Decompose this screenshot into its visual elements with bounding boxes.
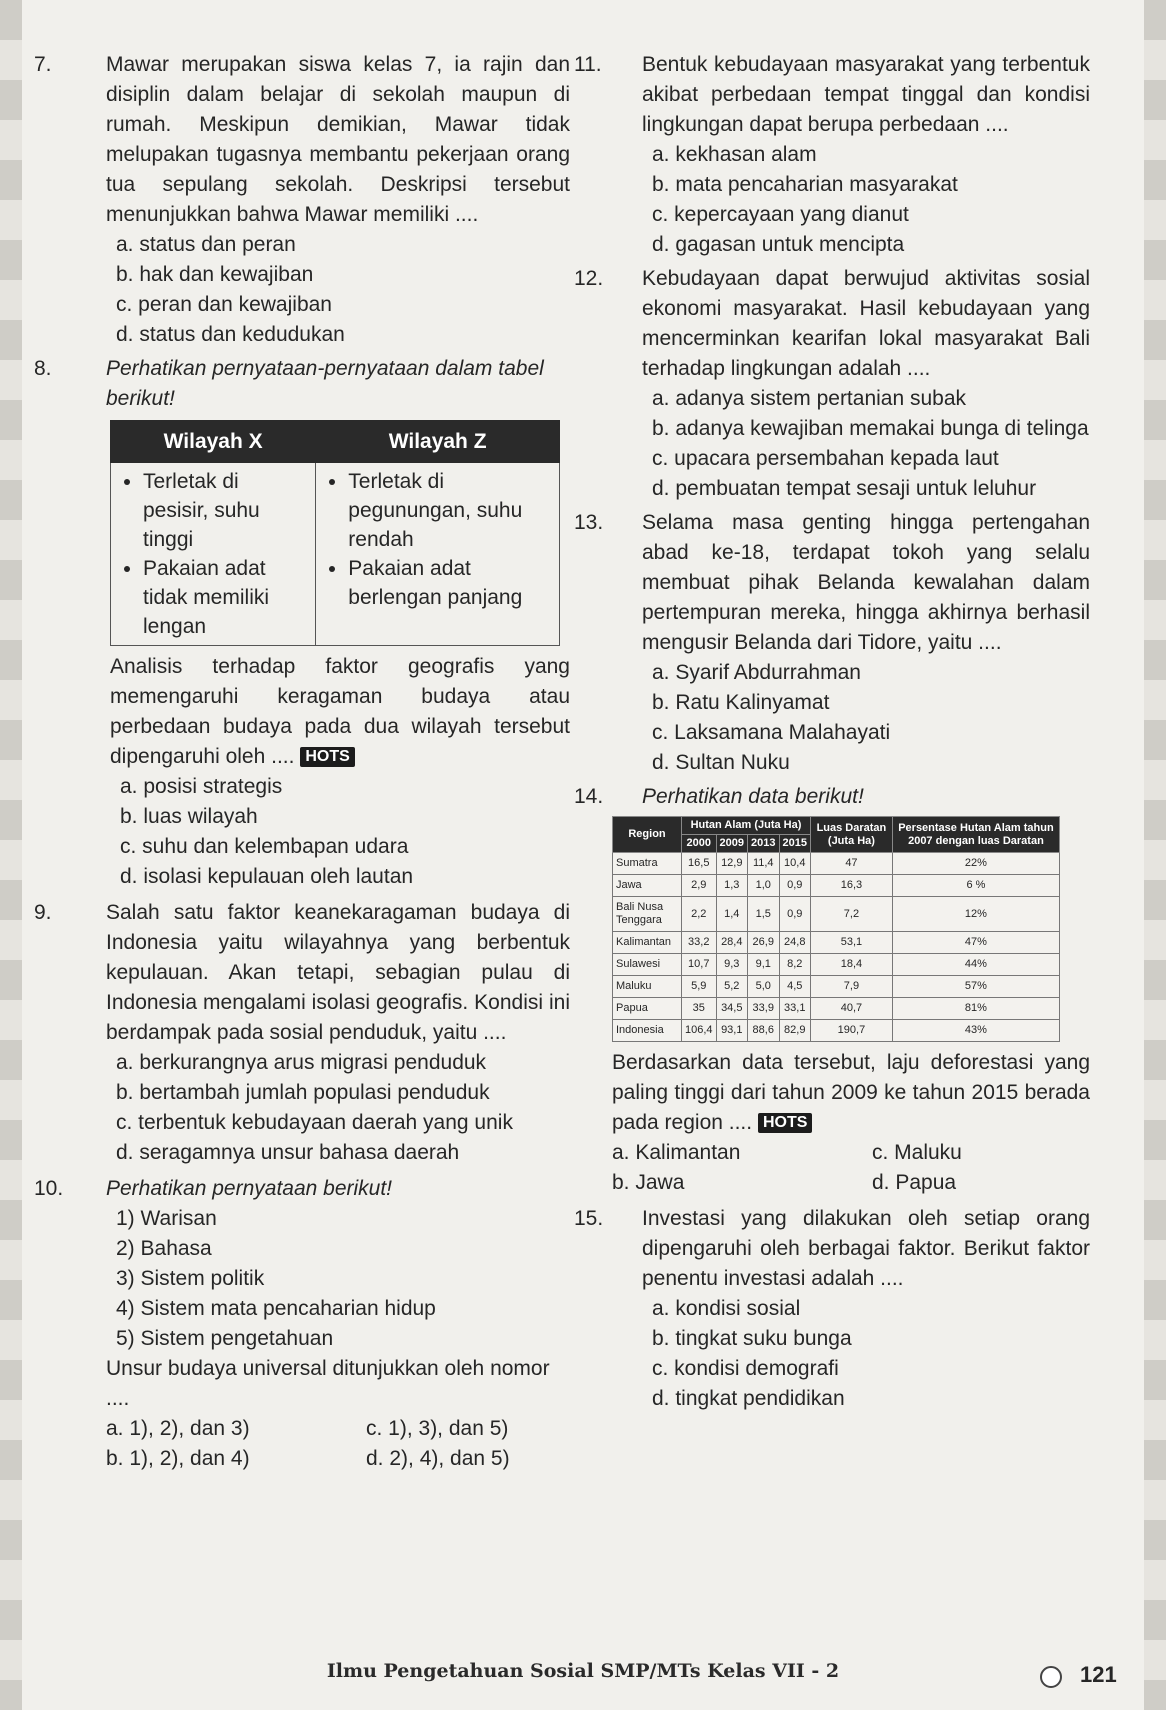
header-wilayah-x: Wilayah X	[111, 421, 316, 463]
table-row	[613, 998, 1060, 1020]
value-cell: 34,5	[716, 998, 747, 1020]
value-cell: 9,1	[748, 954, 779, 976]
option-c: c. kepercayaan yang dianut	[652, 203, 909, 226]
option-a: a. berkurangnya arus migrasi penduduk	[116, 1051, 487, 1074]
region-cell: Sumatra	[613, 853, 682, 875]
options-grid	[612, 1138, 1090, 1198]
question-text: Investasi yang dilakukan oleh setiap orang dipengaruhi oleh berbagai faktor. Berikut faktor penentu investasi adalah ....	[642, 1207, 1090, 1290]
header-persen: Persentase Hutan Alam tahun 2007 dengan luas Daratan	[892, 817, 1059, 853]
question-15	[570, 1204, 1090, 1414]
question-7	[30, 50, 570, 350]
value-cell: 1,5	[748, 897, 779, 932]
value-cell: 35	[682, 998, 717, 1020]
question-number: 7.	[34, 53, 52, 76]
value-cell: 53,1	[810, 932, 892, 954]
x-item-1: • Terletak di pesisir, suhu tinggi	[143, 467, 307, 554]
question-text: Mawar merupakan siswa kelas 7, ia rajin dan disiplin dalam belajar di sekolah maupun di rumah. Meskipun demikian, Mawar tidak melupakan tugasnya membantu pekerjaan orang tua sepulang sekolah. Deskripsi tersebut menunjukkan bahwa Mawar memiliki ....	[106, 53, 570, 226]
table-row	[613, 976, 1060, 998]
value-cell: 81%	[892, 998, 1059, 1020]
header-year: 2009	[716, 835, 747, 853]
value-cell: 18,4	[810, 954, 892, 976]
value-cell: 1,0	[748, 875, 779, 897]
question-text: Analisis terhadap faktor geografis yang memengaruhi keragaman budaya atau perbedaan budaya pada dua wilayah tersebut dipengaruhi oleh .... HOTS	[110, 655, 570, 768]
region-cell: Sulawesi	[613, 954, 682, 976]
value-cell: 40,7	[810, 998, 892, 1020]
option-c: c. suhu dan kelembapan udara	[120, 835, 409, 858]
option-b: b. tingkat suku bunga	[652, 1327, 852, 1350]
option-c: c. Laksamana Malahayati	[652, 721, 891, 744]
statement-3: 3) Sistem politik	[116, 1267, 265, 1290]
question-number: 13.	[574, 511, 604, 534]
value-cell: 190,7	[810, 1020, 892, 1042]
option-c: c. upacara persembahan kepada laut	[652, 447, 999, 470]
question-14-body	[570, 816, 1090, 1198]
option-b: b. 1), 2), dan 4)	[106, 1447, 250, 1470]
question-12	[570, 264, 1090, 504]
option-a: a. kondisi sosial	[652, 1297, 801, 1320]
forest-data-table	[612, 816, 1060, 1042]
region-cell: Bali Nusa Tenggara	[613, 897, 682, 932]
value-cell: 5,2	[716, 976, 747, 998]
question-text: Kebudayaan dapat berwujud aktivitas sosial ekonomi masyarakat. Hasil kebudayaan yang mencerminkan kearifan lokal masyarakat Bali terhadap lingkungan adalah ....	[642, 267, 1090, 380]
option-a: a. adanya sistem pertanian subak	[652, 387, 967, 410]
value-cell: 9,3	[716, 954, 747, 976]
value-cell: 88,6	[748, 1020, 779, 1042]
page-marker-icon	[1040, 1666, 1062, 1688]
table-row	[613, 954, 1060, 976]
value-cell: 22%	[892, 853, 1059, 875]
option-d: d. tingkat pendidikan	[652, 1387, 845, 1410]
value-cell: 4,5	[779, 976, 810, 998]
options-grid	[106, 1414, 570, 1474]
option-d: d. status dan kedudukan	[116, 323, 345, 346]
question-text: Berdasarkan data tersebut, laju deforestasi yang paling tinggi dari tahun 2009 ke tahun 2015 berada pada region .... HOTS	[612, 1051, 1090, 1134]
value-cell: 82,9	[779, 1020, 810, 1042]
question-text: Bentuk kebudayaan masyarakat yang terbentuk akibat perbedaan tempat tinggal dan kondisi lingkungan dapat berupa perbedaan ....	[642, 53, 1090, 136]
header-year: 2013	[748, 835, 779, 853]
page-number: 121	[1080, 1662, 1117, 1687]
value-cell: 5,9	[682, 976, 717, 998]
question-8-body	[30, 420, 570, 892]
x-item-2: • Pakaian adat tidak memiliki lengan	[143, 554, 307, 641]
question-number: 15.	[574, 1207, 604, 1230]
page-footer: Ilmu Pengetahuan Sosial SMP/MTs Kelas VII - 2	[326, 1660, 840, 1682]
value-cell: 93,1	[716, 1020, 747, 1042]
header-year: 2015	[779, 835, 810, 853]
header-year: 2000	[682, 835, 717, 853]
question-14	[570, 782, 1090, 812]
question-10	[30, 1174, 570, 1474]
value-cell: 12%	[892, 897, 1059, 932]
left-page-edge	[0, 0, 22, 1710]
z-item-2: • Pakaian adat berlengan panjang	[348, 554, 551, 612]
header-region: Region	[613, 817, 682, 853]
option-a: a. kekhasan alam	[652, 143, 817, 166]
option-c: c. kondisi demografi	[652, 1357, 839, 1380]
question-number: 8.	[34, 357, 52, 380]
statement-4: 4) Sistem mata pencaharian hidup	[116, 1297, 436, 1320]
region-table	[110, 420, 560, 646]
option-d: d. Sultan Nuku	[652, 751, 790, 774]
question-text: Salah satu faktor keanekaragaman budaya di Indonesia yaitu wilayahnya yang berbentuk kepulauan. Akan tetapi, sebagian pulau di Indonesia mengalami isolasi geografis. Kondisi ini berdampak pada sosial penduduk, yaitu ....	[106, 901, 570, 1044]
option-a: a. Syarif Abdurrahman	[652, 661, 861, 684]
question-number: 10.	[34, 1177, 64, 1200]
question-intro: Perhatikan pernyataan berikut!	[106, 1177, 393, 1200]
question-number: 11.	[574, 53, 602, 76]
value-cell: 0,9	[779, 897, 810, 932]
value-cell: 7,2	[810, 897, 892, 932]
option-d: d. Papua	[872, 1171, 957, 1194]
value-cell: 24,8	[779, 932, 810, 954]
option-b: b. bertambah jumlah populasi penduduk	[116, 1081, 490, 1104]
left-column	[30, 50, 570, 1474]
value-cell: 16,3	[810, 875, 892, 897]
value-cell: 10,4	[779, 853, 810, 875]
question-intro: Perhatikan pernyataan-pernyataan dalam tabel berikut!	[106, 357, 544, 410]
option-d: d. isolasi kepulauan oleh lautan	[120, 865, 414, 888]
option-b: b. Ratu Kalinyamat	[652, 691, 830, 714]
statement-5: 5) Sistem pengetahuan	[116, 1327, 334, 1350]
header-luas: Luas Daratan (Juta Ha)	[810, 817, 892, 853]
value-cell: 7,9	[810, 976, 892, 998]
value-cell: 43%	[892, 1020, 1059, 1042]
statement-1: 1) Warisan	[116, 1207, 217, 1230]
hots-badge: HOTS	[758, 1113, 812, 1133]
statement-2: 2) Bahasa	[116, 1237, 212, 1260]
option-d: d. 2), 4), dan 5)	[366, 1447, 510, 1470]
value-cell: 5,0	[748, 976, 779, 998]
value-cell: 6 %	[892, 875, 1059, 897]
value-cell: 26,9	[748, 932, 779, 954]
z-item-1: • Terletak di pegunungan, suhu rendah	[348, 467, 551, 554]
question-number: 14.	[574, 785, 604, 808]
value-cell: 47	[810, 853, 892, 875]
question-intro: Perhatikan data berikut!	[642, 785, 864, 808]
region-cell: Kalimantan	[613, 932, 682, 954]
region-cell: Maluku	[613, 976, 682, 998]
value-cell: 0,9	[779, 875, 810, 897]
question-text: Unsur budaya universal ditunjukkan oleh nomor ....	[106, 1357, 550, 1410]
question-number: 12.	[574, 267, 604, 290]
option-a: a. posisi strategis	[120, 775, 283, 798]
option-d: d. seragamnya unsur bahasa daerah	[116, 1141, 460, 1164]
option-c: c. 1), 3), dan 5)	[366, 1417, 509, 1440]
region-cell: Indonesia	[613, 1020, 682, 1042]
value-cell: 1,3	[716, 875, 747, 897]
option-b: b. adanya kewajiban memakai bunga di telinga	[652, 417, 1089, 440]
value-cell: 57%	[892, 976, 1059, 998]
option-d: d. pembuatan tempat sesaji untuk leluhur	[652, 477, 1037, 500]
header-hutan: Hutan Alam (Juta Ha)	[682, 817, 811, 835]
value-cell: 12,9	[716, 853, 747, 875]
right-page-edge	[1144, 0, 1166, 1710]
option-c: c. peran dan kewajiban	[116, 293, 332, 316]
table-row	[613, 853, 1060, 875]
value-cell: 33,2	[682, 932, 717, 954]
header-wilayah-z: Wilayah Z	[316, 421, 560, 463]
table-row	[613, 932, 1060, 954]
table-body	[613, 853, 1060, 1042]
option-a: a. 1), 2), dan 3)	[106, 1417, 250, 1440]
value-cell: 2,9	[682, 875, 717, 897]
question-8	[30, 354, 570, 414]
value-cell: 1,4	[716, 897, 747, 932]
option-b: b. Jawa	[612, 1171, 685, 1194]
question-text: Selama masa genting hingga pertengahan abad ke-18, terdapat tokoh yang selalu membuat pihak Belanda kewalahan dalam pertempuran mereka, hingga akhirnya berhasil mengusir Belanda dari Tidore, yaitu ....	[642, 511, 1090, 654]
value-cell: 11,4	[748, 853, 779, 875]
value-cell: 2,2	[682, 897, 717, 932]
option-a: a. status dan peran	[116, 233, 296, 256]
table-row	[613, 1020, 1060, 1042]
option-b: b. luas wilayah	[120, 805, 258, 828]
hots-badge: HOTS	[300, 747, 354, 767]
value-cell: 47%	[892, 932, 1059, 954]
value-cell: 28,4	[716, 932, 747, 954]
value-cell: 16,5	[682, 853, 717, 875]
table-row	[613, 875, 1060, 897]
option-c: c. terbentuk kebudayaan daerah yang unik	[116, 1111, 513, 1134]
region-cell: Jawa	[613, 875, 682, 897]
question-9	[30, 898, 570, 1168]
value-cell: 10,7	[682, 954, 717, 976]
option-a: a. Kalimantan	[612, 1141, 741, 1164]
value-cell: 106,4	[682, 1020, 717, 1042]
question-11	[570, 50, 1090, 260]
value-cell: 33,1	[779, 998, 810, 1020]
value-cell: 44%	[892, 954, 1059, 976]
right-column	[570, 50, 1090, 1414]
option-b: b. hak dan kewajiban	[116, 263, 314, 286]
option-d: d. gagasan untuk mencipta	[652, 233, 905, 256]
region-cell: Papua	[613, 998, 682, 1020]
question-13	[570, 508, 1090, 778]
value-cell: 8,2	[779, 954, 810, 976]
table-row	[613, 897, 1060, 932]
value-cell: 33,9	[748, 998, 779, 1020]
question-number: 9.	[34, 901, 52, 924]
option-b: b. mata pencaharian masyarakat	[652, 173, 958, 196]
option-c: c. Maluku	[872, 1141, 962, 1164]
